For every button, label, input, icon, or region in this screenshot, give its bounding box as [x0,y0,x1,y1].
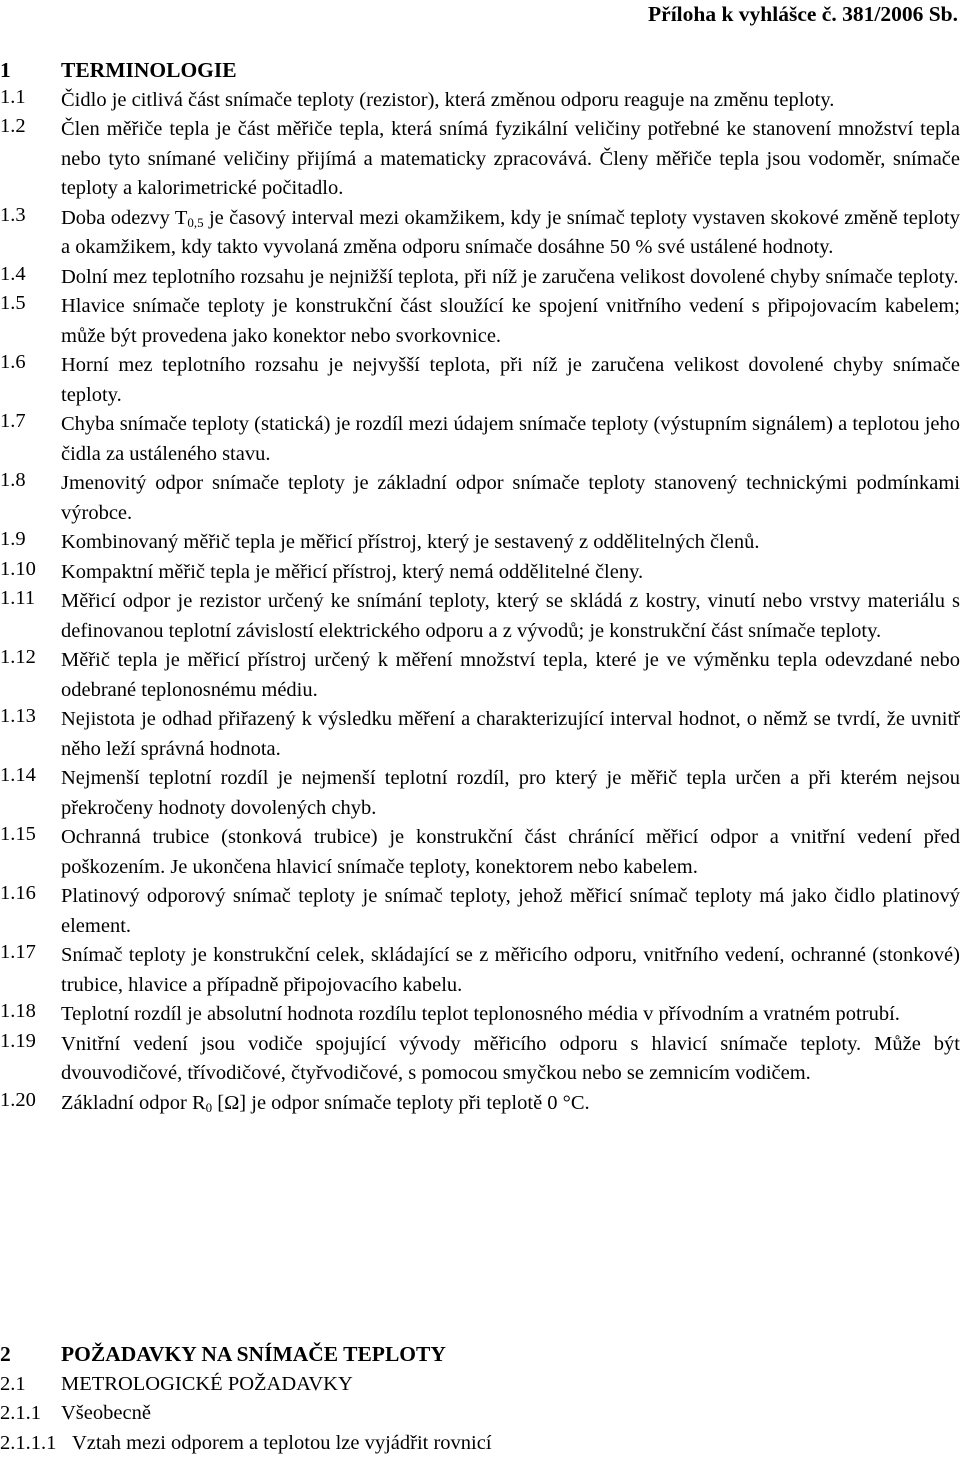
section-heading [0,1340,960,1370]
item-number: 1.18 [0,1000,36,1022]
item-text-pre: Doba odezvy T [61,206,188,229]
item-number: 1.16 [0,882,36,904]
list-item [0,410,960,469]
item-text-subscript: 0,5 [187,214,204,230]
list-item [0,1030,960,1089]
list-item [0,263,960,293]
item-number: 1.20 [0,1088,36,1111]
item-text: Měřič tepla je měřicí přístroj určený k měření množství tepla, které je ve výměnku tepla odevzdané nebo odebrané teplonosnému médiu. [61,649,960,701]
list-item [0,469,960,528]
list-item [0,1089,960,1119]
item-text: Chyba snímače teploty (statická) je rozdíl mezi údajem snímače teploty (výstupním signálem) a teplotou jeho čidla za ustáleného stavu. [61,413,960,465]
list-item [0,764,960,823]
item-number: 1.1 [0,85,26,108]
list-item [0,587,960,646]
item-text-post: je časový interval mezi okamžikem, kdy je snímač teploty vystaven skokové změně teploty a okamžikem, kdy takto vyvolaná změna odporu snímače dosáhne 50 % své ustálené hodnoty. [61,206,960,258]
item-number: 1.11 [0,587,36,609]
item-text: Hlavice snímače teploty je konstrukční část sloužící ke spojení vnitřního vedení s připojovacím kabelem; může být provedena jako konektor nebo svorkovnice. [61,295,960,347]
page-header: Příloha k vyhlášce č. 381/2006 Sb. [648,2,958,26]
section-1 [0,56,960,1118]
item-text: Kombinovaný měřič tepla je měřicí přístroj, který je sestavený z oddělitelných členů. [61,531,760,553]
item-number: 1.9 [0,528,26,550]
item-text-subscript: 0 [205,1099,213,1115]
subsection-heading [0,1370,960,1400]
item-text [61,204,960,263]
item-number: 1.19 [0,1029,36,1052]
subsection-title: Vztah mezi odporem a teplotou lze vyjádřit rovnicí [72,1431,492,1454]
item-text-pre: Základní odpor R [61,1091,206,1114]
section-number: 2 [0,1342,11,1366]
list-item [0,705,960,764]
subsection-title: Všeobecně [61,1402,151,1424]
item-text: Horní mez teplotního rozsahu je nejvyšší teplota, při níž je zaručena velikost dovolené chyby snímače teploty. [61,354,960,406]
list-item [0,941,960,1000]
item-number: 1.15 [0,823,36,845]
section-2 [0,1340,960,1458]
list-item [0,1000,960,1030]
item-number: 1.5 [0,292,26,314]
item-number: 1.12 [0,646,36,668]
section-title: POŽADAVKY NA SNÍMAČE TEPLOTY [61,1342,446,1366]
item-text-sans: Člen měřiče tepla je část měřiče tepla, která snímá fyzikální veličiny potřebné ke stanovení množství tepla nebo tyto snímané veličiny přijímá a matematicky zpracovává. Členy měřiče tepla jsou vodoměr, snímače teploty a kalorimetrické počitadlo. [61,118,960,199]
item-text [61,1089,960,1119]
item-number: 1.2 [0,115,26,137]
item-text: Čidlo je citlivá část snímače teploty (rezistor), která změnou odporu reaguje na změnu teploty. [61,88,835,111]
item-text: Vnitřní vedení jsou vodiče spojující vývody měřicího odporu s hlavicí snímače teploty. Může být dvouvodičové, třívodičové, čtyřvodičové, s pomocou smyčkou nebo se zemnicím vodičem. [61,1032,960,1084]
subsection-title: METROLOGICKÉ POŽADAVKY [61,1372,353,1395]
item-number: 1.7 [0,410,26,432]
item-number: 1.4 [0,262,26,285]
item-text: Platinový odporový snímač teploty je snímač teploty, jehož měřicí snímač teploty má jako čidlo platinový element. [61,885,960,937]
item-text-post: [Ω] je odpor snímače teploty při teplotě 0 °C. [212,1091,590,1114]
item-number: 1.6 [0,351,26,373]
list-item [0,204,960,263]
item-number: 1.13 [0,705,36,727]
section-number: 1 [0,58,11,82]
item-text: Jmenovitý odpor snímače teploty je základní odpor snímače teploty stanovený technickými podmínkami výrobce. [61,472,960,524]
subsection-number: 2.1.1 [0,1402,41,1424]
section-heading [0,56,960,86]
item-number: 1.3 [0,203,26,226]
item-text: Kompaktní měřič tepla je měřicí přístroj, který nemá oddělitelné členy. [61,560,644,583]
list-item [0,292,960,351]
item-text: Dolní mez teplotního rozsahu je nejnižší teplota, při níž je zaručena velikost dovolené chyby snímače teploty. [61,265,959,288]
item-text: Ochranná trubice (stonková trubice) je konstrukční část chránící měřicí odpor a vnitřní vedení před poškozením. Je ukončena hlavicí snímače teploty, konektorem nebo kabelem. [61,826,960,878]
item-number: 1.10 [0,557,36,580]
subsection-heading [0,1399,960,1429]
item-text: Teplotní rozdíl je absolutní hodnota rozdílu teplot teplonosného média v přívodním a vratném potrubí. [61,1003,900,1025]
list-item [0,882,960,941]
list-item [0,646,960,705]
item-text: Měřicí odpor je rezistor určený ke snímání teploty, který se skládá z kostry, vinutí nebo vrstvy materiálu s definovanou teplotní závislostí elektrického odporu a z vývodů; je konstrukční část snímače teploty. [61,590,960,642]
list-item [0,351,960,410]
list-item [0,823,960,882]
subsection-number: 2.1 [0,1372,26,1395]
item-text: Snímač teploty je konstrukční celek, skládající se z měřicího odporu, vnitřního vedení, ochranné (stonkové) trubice, hlavice a případně připojovacího kabelu. [61,944,960,996]
item-text [61,115,960,204]
list-item [0,558,960,588]
section-title: TERMINOLOGIE [61,58,237,82]
list-item [0,86,960,116]
list-item [0,528,960,558]
item-text: Nejistota je odhad přiřazený k výsledku měření a charakterizující interval hodnot, o němž se tvrdí, že uvnitř něho leží správná hodnota. [61,708,960,760]
item-number: 1.14 [0,764,36,786]
subsection-number: 2.1.1.1 [0,1431,57,1454]
list-item [0,115,960,204]
item-number: 1.17 [0,941,36,963]
item-number: 1.8 [0,469,26,491]
item-text: Nejmenší teplotní rozdíl je nejmenší teplotní rozdíl, pro který je měřič tepla určen a při kterém nejsou překročeny hodnoty dovolených chyb. [61,767,960,819]
subsection-heading [0,1429,960,1459]
